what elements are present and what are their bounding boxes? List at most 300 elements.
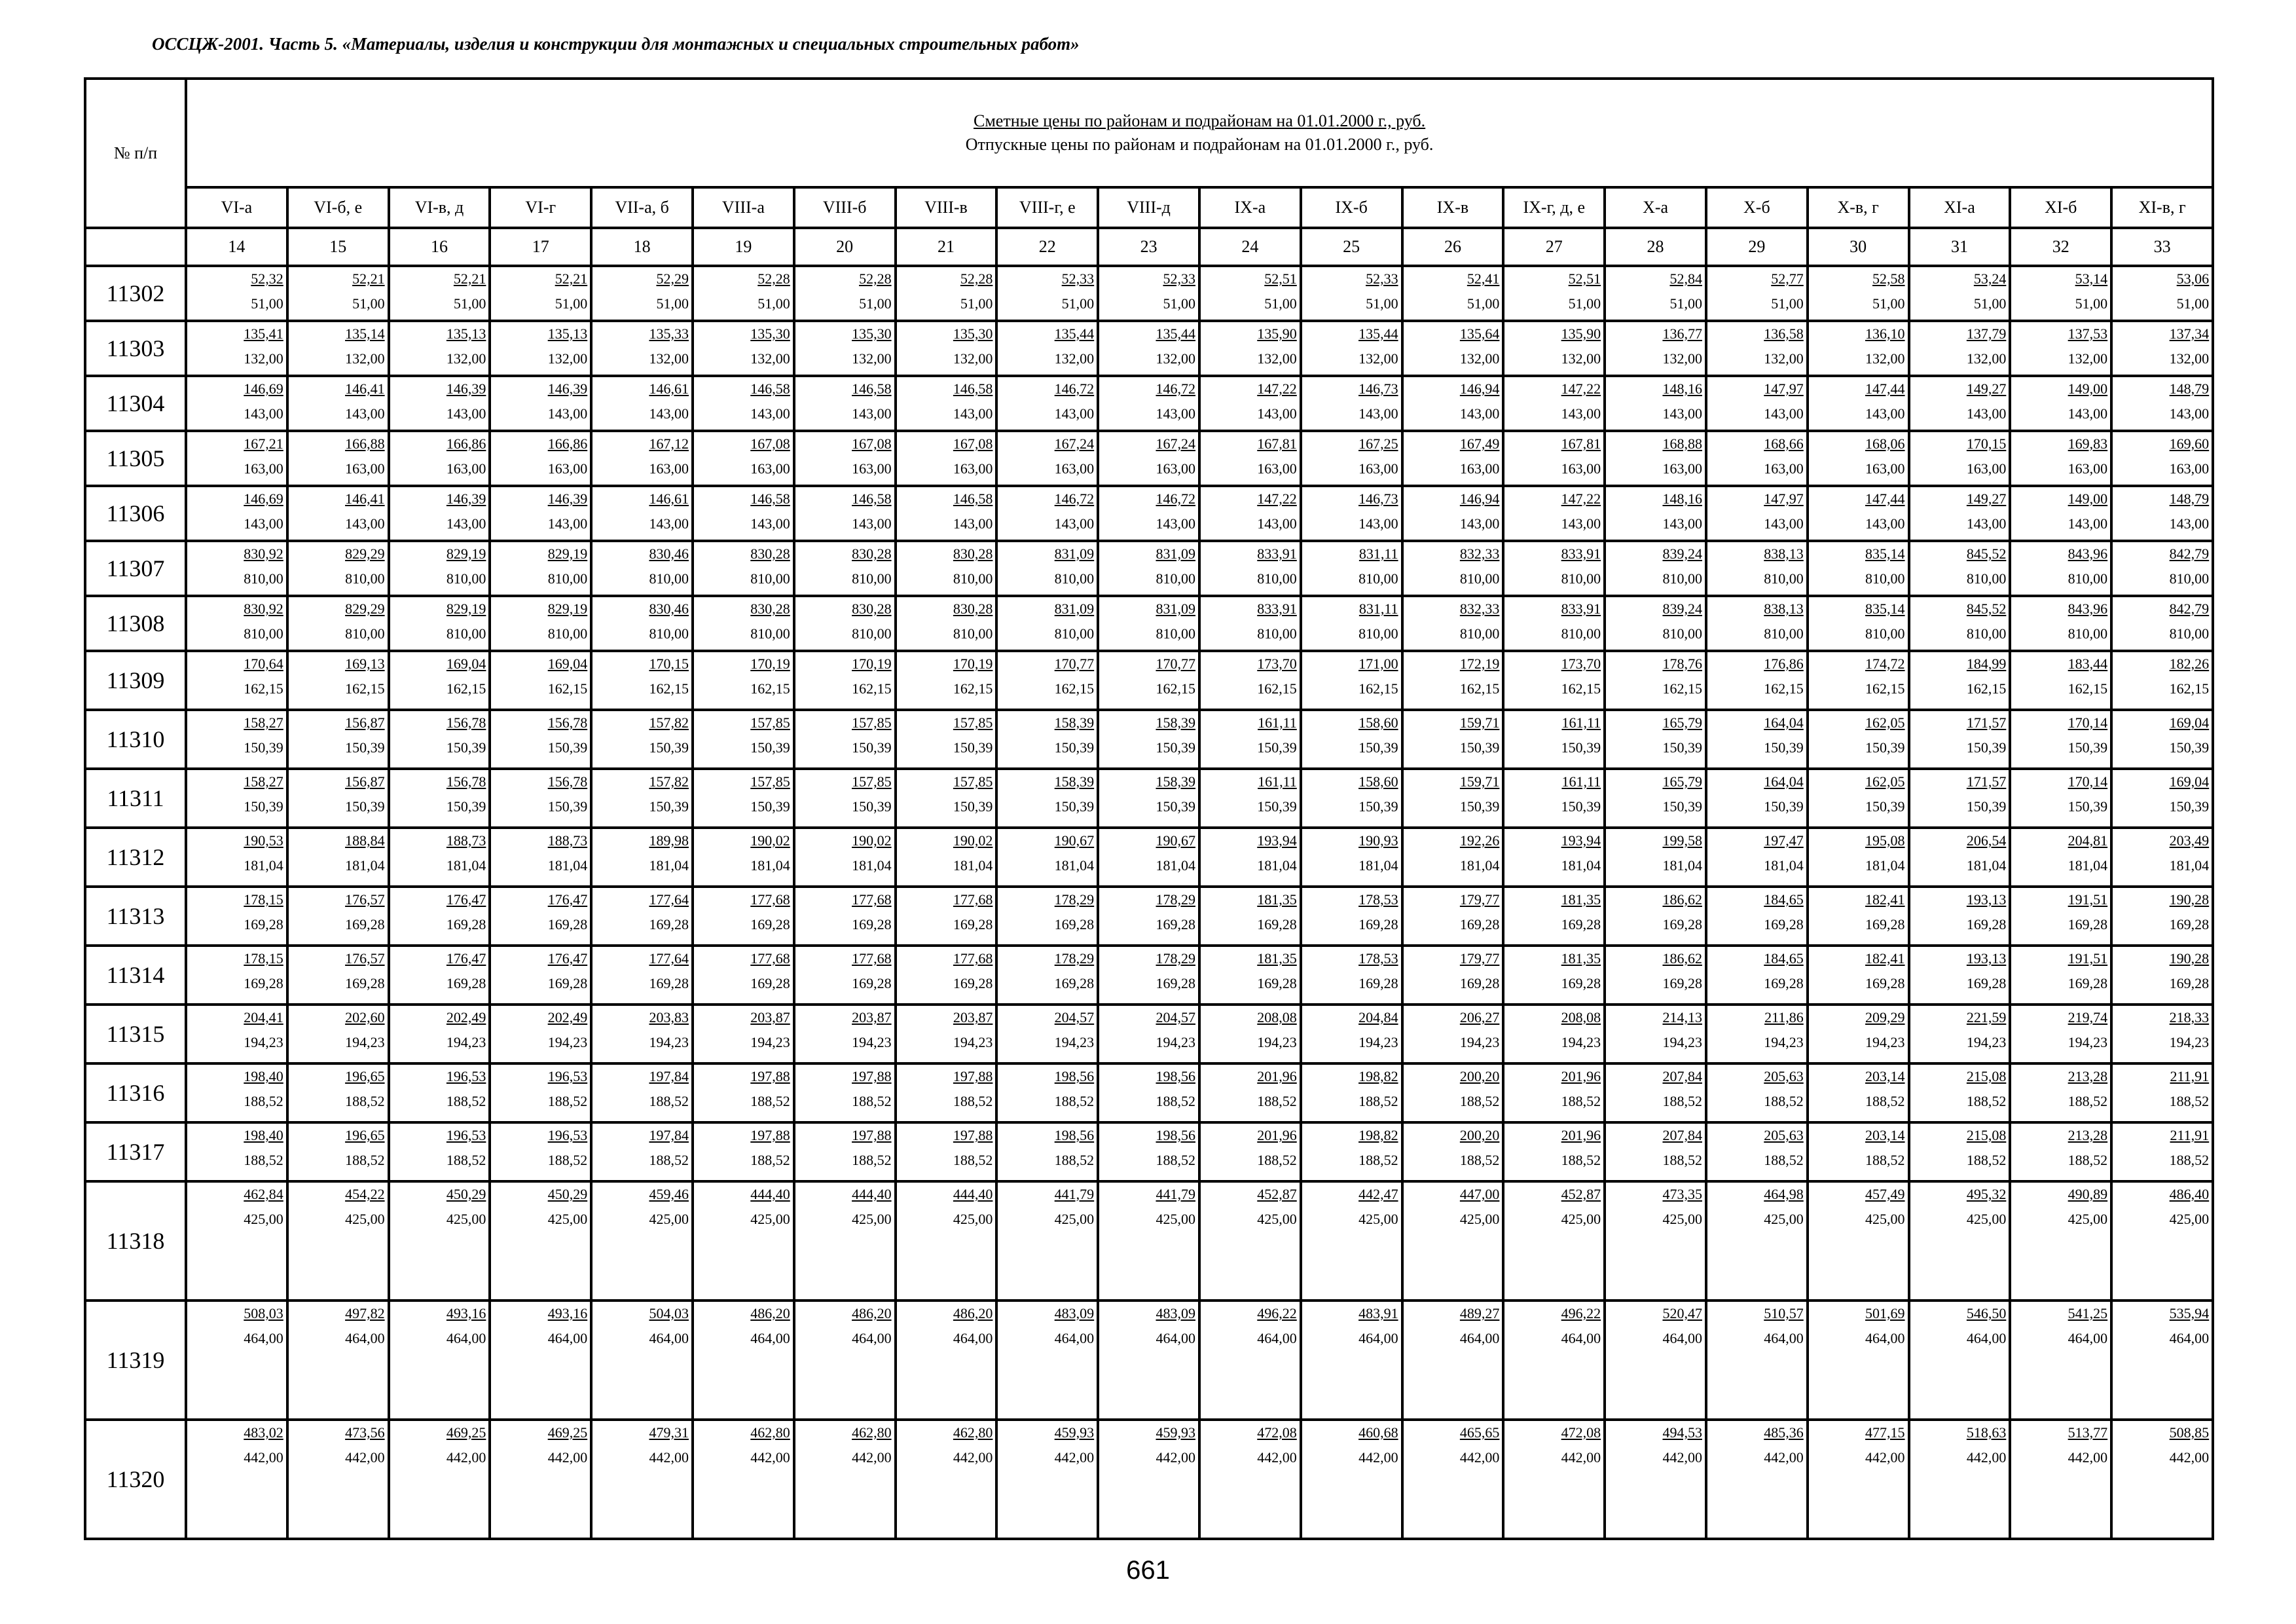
price-cell	[1808, 1005, 1909, 1063]
release-price: 150,39	[446, 739, 486, 756]
release-price: 181,04	[1662, 857, 1702, 874]
estimated-price: 146,41	[345, 490, 385, 507]
price-cell	[1402, 596, 1504, 651]
price-cell	[1706, 651, 1808, 710]
price-cell	[996, 596, 1098, 651]
release-price: 810,00	[1358, 570, 1398, 587]
release-price: 425,00	[649, 1211, 689, 1227]
price-cell	[1605, 651, 1706, 710]
estimated-price: 207,84	[1662, 1068, 1702, 1084]
release-price: 169,28	[1764, 916, 1804, 932]
estimated-price: 496,22	[1257, 1305, 1297, 1321]
price-cell	[996, 486, 1098, 541]
price-cell	[2010, 431, 2111, 486]
estimated-price: 205,63	[1764, 1127, 1804, 1143]
estimated-price: 219,74	[2068, 1009, 2108, 1025]
estimated-price: 53,24	[1973, 270, 2007, 287]
release-price: 143,00	[345, 515, 385, 532]
release-price: 188,52	[1257, 1152, 1297, 1168]
release-price: 188,52	[2068, 1093, 2108, 1109]
price-cell	[389, 769, 490, 828]
estimated-price: 197,88	[750, 1068, 790, 1084]
price-cell	[1503, 541, 1605, 596]
item-code: 11310	[85, 710, 186, 769]
estimated-price: 211,91	[2170, 1068, 2210, 1084]
region-header: XI-б	[2010, 187, 2111, 228]
estimated-price: 513,77	[2068, 1424, 2108, 1441]
price-cell	[2010, 946, 2111, 1005]
release-price: 169,28	[2169, 916, 2210, 932]
estimated-price: 198,56	[1054, 1068, 1095, 1084]
release-price: 143,00	[750, 515, 790, 532]
release-price: 464,00	[1257, 1330, 1297, 1346]
release-price: 163,00	[2169, 460, 2210, 477]
estimated-prices-caption: Сметные цены по районам и подрайонам на 01.01.2000 г., руб.	[974, 111, 1426, 130]
release-price: 442,00	[1865, 1449, 1905, 1466]
price-cell	[1098, 828, 1199, 887]
estimated-price: 183,44	[2068, 655, 2108, 672]
price-cell	[1301, 828, 1402, 887]
estimated-price: 447,00	[1459, 1186, 1500, 1202]
estimated-price: 190,67	[1156, 832, 1195, 849]
estimated-price: 188,84	[345, 832, 385, 849]
price-cell	[287, 486, 389, 541]
price-cell	[1706, 486, 1808, 541]
price-cell	[490, 596, 591, 651]
release-price: 169,28	[547, 916, 588, 932]
release-price: 150,39	[953, 798, 993, 815]
release-price: 810,00	[852, 625, 892, 642]
price-cell	[693, 1122, 794, 1181]
release-price: 188,52	[852, 1152, 892, 1168]
item-code: 11308	[85, 596, 186, 651]
header-row-title	[85, 79, 2213, 187]
release-price: 810,00	[1459, 625, 1500, 642]
release-price: 188,52	[446, 1152, 486, 1168]
release-price: 169,28	[547, 975, 588, 991]
estimated-price: 457,49	[1865, 1186, 1905, 1202]
release-price: 163,00	[649, 460, 689, 477]
estimated-price: 181,35	[1257, 950, 1297, 967]
price-cell	[1199, 769, 1301, 828]
release-price: 194,23	[244, 1034, 283, 1050]
release-price: 150,39	[345, 739, 385, 756]
item-code: 11307	[85, 541, 186, 596]
price-cell	[2111, 1122, 2213, 1181]
estimated-price: 146,72	[1054, 490, 1095, 507]
price-cell	[1301, 321, 1402, 376]
price-cell	[1503, 651, 1605, 710]
price-cell	[287, 321, 389, 376]
estimated-price: 444,40	[750, 1186, 790, 1202]
price-cell	[1503, 376, 1605, 431]
estimated-price: 182,26	[2169, 655, 2210, 672]
estimated-price: 459,46	[649, 1186, 689, 1202]
estimated-price: 830,28	[852, 600, 892, 617]
release-price: 150,39	[1257, 798, 1297, 815]
price-cell	[1605, 1181, 1706, 1301]
price-cell	[693, 828, 794, 887]
release-price: 150,39	[649, 798, 689, 815]
release-price: 143,00	[547, 515, 588, 532]
price-cell	[287, 1301, 389, 1420]
estimated-price: 477,15	[1865, 1424, 1905, 1441]
estimated-price: 483,09	[1054, 1305, 1095, 1321]
estimated-price: 833,91	[1561, 545, 1601, 562]
price-cell	[2111, 887, 2213, 946]
price-cell	[1199, 486, 1301, 541]
estimated-price: 201,96	[1257, 1127, 1297, 1143]
estimated-price: 202,49	[446, 1009, 486, 1025]
price-cell	[1706, 541, 1808, 596]
estimated-price: 830,46	[649, 545, 689, 562]
price-cell	[186, 887, 287, 946]
release-price: 425,00	[1459, 1211, 1500, 1227]
release-price: 132,00	[1257, 350, 1297, 367]
estimated-price: 168,88	[1662, 435, 1702, 452]
release-price: 442,00	[446, 1449, 486, 1466]
price-cell	[2111, 541, 2213, 596]
price-cell	[1301, 769, 1402, 828]
estimated-price: 148,16	[1662, 490, 1702, 507]
estimated-price: 135,13	[446, 325, 486, 342]
item-code: 11305	[85, 431, 186, 486]
price-cell	[996, 887, 1098, 946]
release-price: 442,00	[2068, 1449, 2108, 1466]
estimated-price: 546,50	[1966, 1305, 2007, 1321]
estimated-price: 135,30	[953, 325, 993, 342]
estimated-price: 200,20	[1459, 1068, 1500, 1084]
release-price: 194,23	[1459, 1034, 1500, 1050]
estimated-price: 157,82	[649, 714, 689, 731]
release-price: 810,00	[1054, 570, 1095, 587]
release-price: 464,00	[345, 1330, 385, 1346]
estimated-price: 177,64	[649, 950, 689, 967]
price-cell	[1098, 266, 1199, 321]
price-cell	[490, 1301, 591, 1420]
estimated-price: 170,19	[750, 655, 790, 672]
estimated-price: 198,56	[1156, 1127, 1195, 1143]
release-price: 810,00	[649, 625, 689, 642]
release-price: 425,00	[1257, 1211, 1297, 1227]
item-code: 11320	[85, 1420, 186, 1539]
estimated-price: 504,03	[649, 1305, 689, 1321]
release-price: 150,39	[2068, 798, 2108, 815]
price-cell	[1199, 828, 1301, 887]
estimated-price: 169,04	[446, 655, 486, 672]
release-price: 169,28	[1257, 975, 1297, 991]
price-cell	[389, 596, 490, 651]
release-price: 810,00	[1966, 625, 2007, 642]
price-cell	[186, 946, 287, 1005]
estimated-price: 136,58	[1764, 325, 1804, 342]
estimated-price: 486,20	[953, 1305, 993, 1321]
price-cell	[389, 946, 490, 1005]
table-row	[85, 266, 2213, 321]
price-cell	[591, 1122, 693, 1181]
release-price: 188,52	[1561, 1152, 1601, 1168]
release-price: 194,23	[1257, 1034, 1297, 1050]
price-cell	[1909, 769, 2011, 828]
price-cell	[1909, 651, 2011, 710]
price-cell	[1808, 376, 1909, 431]
release-price: 425,00	[1764, 1211, 1804, 1227]
column-number: 14	[186, 228, 287, 266]
estimated-price: 469,25	[547, 1424, 588, 1441]
estimated-price: 198,82	[1358, 1127, 1398, 1143]
release-price: 51,00	[859, 295, 892, 312]
price-cell	[1098, 376, 1199, 431]
release-price: 188,52	[1966, 1152, 2007, 1168]
price-cell	[1909, 1181, 2011, 1301]
estimated-price: 483,02	[244, 1424, 283, 1441]
estimated-price: 832,33	[1459, 600, 1500, 617]
price-cell	[1909, 376, 2011, 431]
release-price: 188,52	[547, 1093, 588, 1109]
estimated-price: 203,49	[2169, 832, 2210, 849]
estimated-price: 831,09	[1054, 600, 1095, 617]
estimated-price: 181,35	[1257, 891, 1297, 908]
estimated-price: 161,11	[1561, 714, 1601, 731]
price-cell	[996, 769, 1098, 828]
price-cell	[1605, 1122, 1706, 1181]
estimated-price: 831,09	[1156, 600, 1195, 617]
estimated-price: 193,94	[1257, 832, 1297, 849]
estimated-price: 178,15	[244, 950, 283, 967]
price-cell	[1503, 946, 1605, 1005]
estimated-price: 191,51	[2068, 950, 2108, 967]
estimated-price: 510,57	[1764, 1305, 1804, 1321]
table-row	[85, 1181, 2213, 1301]
region-header: IX-в	[1402, 187, 1504, 228]
release-price: 143,00	[1054, 515, 1095, 532]
estimated-price: 135,44	[1358, 325, 1398, 342]
estimated-price: 176,57	[345, 891, 385, 908]
price-cell	[794, 1301, 896, 1420]
price-cell	[1503, 321, 1605, 376]
table-row	[85, 1122, 2213, 1181]
estimated-price: 842,79	[2169, 545, 2210, 562]
release-price: 163,00	[750, 460, 790, 477]
release-price: 150,39	[852, 798, 892, 815]
release-price: 442,00	[547, 1449, 588, 1466]
release-price: 194,23	[750, 1034, 790, 1050]
price-cell	[186, 1005, 287, 1063]
release-price: 132,00	[1764, 350, 1804, 367]
estimated-price: 162,05	[1865, 773, 1905, 790]
estimated-price: 52,33	[1366, 270, 1398, 287]
estimated-price: 178,15	[244, 891, 283, 908]
release-price: 181,04	[1865, 857, 1905, 874]
price-cell	[186, 769, 287, 828]
release-price: 169,28	[1257, 916, 1297, 932]
estimated-price: 157,85	[750, 773, 790, 790]
region-header: IX-г, д, е	[1503, 187, 1605, 228]
price-cell	[693, 651, 794, 710]
estimated-price: 196,53	[446, 1127, 486, 1143]
release-price: 143,00	[1459, 515, 1500, 532]
estimated-price: 842,79	[2169, 600, 2210, 617]
estimated-price: 147,22	[1561, 380, 1601, 397]
price-cell	[1301, 710, 1402, 769]
price-cell	[2111, 1005, 2213, 1063]
price-cell	[2010, 596, 2111, 651]
price-cell	[693, 1420, 794, 1539]
price-cell	[591, 266, 693, 321]
estimated-price: 178,29	[1156, 891, 1195, 908]
price-cell	[1402, 1181, 1504, 1301]
release-price: 143,00	[649, 405, 689, 422]
release-price: 810,00	[1257, 625, 1297, 642]
table-row	[85, 431, 2213, 486]
release-price: 51,00	[1568, 295, 1601, 312]
estimated-price: 462,84	[244, 1186, 283, 1202]
price-cell	[591, 541, 693, 596]
release-price: 194,23	[1662, 1034, 1702, 1050]
price-cell	[2010, 887, 2111, 946]
price-cell	[490, 651, 591, 710]
estimated-price: 206,27	[1459, 1009, 1500, 1025]
estimated-price: 830,28	[953, 545, 993, 562]
release-price: 810,00	[750, 625, 790, 642]
release-price: 150,39	[852, 739, 892, 756]
estimated-price: 135,90	[1257, 325, 1297, 342]
estimated-price: 205,63	[1764, 1068, 1804, 1084]
release-price: 150,39	[953, 739, 993, 756]
estimated-price: 444,40	[953, 1186, 993, 1202]
price-cell	[1402, 266, 1504, 321]
price-cell	[2111, 946, 2213, 1005]
region-header: XI-в, г	[2111, 187, 2213, 228]
price-cell	[591, 596, 693, 651]
price-cell	[1199, 1420, 1301, 1539]
price-cell	[389, 1005, 490, 1063]
price-cell	[1199, 710, 1301, 769]
release-price: 150,39	[1966, 798, 2007, 815]
price-cell	[2010, 769, 2111, 828]
release-price: 163,00	[345, 460, 385, 477]
release-price: 169,28	[852, 975, 892, 991]
estimated-price: 167,21	[244, 435, 283, 452]
estimated-price: 135,30	[750, 325, 790, 342]
column-number: 28	[1605, 228, 1706, 266]
release-price: 169,28	[1865, 916, 1905, 932]
estimated-price: 146,39	[547, 490, 588, 507]
price-cell	[287, 828, 389, 887]
price-cell	[389, 1063, 490, 1122]
price-cell	[693, 321, 794, 376]
price-cell	[490, 887, 591, 946]
estimated-price: 188,73	[547, 832, 588, 849]
estimated-price: 190,02	[852, 832, 892, 849]
price-cell	[186, 1181, 287, 1301]
estimated-price: 147,44	[1865, 490, 1905, 507]
release-price: 150,39	[1966, 739, 2007, 756]
column-number: 33	[2111, 228, 2213, 266]
estimated-price: 159,71	[1459, 773, 1500, 790]
item-code: 11313	[85, 887, 186, 946]
estimated-price: 177,68	[750, 950, 790, 967]
release-price: 51,00	[352, 295, 385, 312]
estimated-price: 52,21	[453, 270, 486, 287]
estimated-price: 441,79	[1054, 1186, 1095, 1202]
price-cell	[794, 651, 896, 710]
price-cell	[1706, 1181, 1808, 1301]
estimated-price: 190,28	[2169, 891, 2210, 908]
price-cell	[1909, 321, 2011, 376]
estimated-price: 198,82	[1358, 1068, 1398, 1084]
release-price: 150,39	[1257, 739, 1297, 756]
price-cell	[2010, 651, 2111, 710]
estimated-price: 178,76	[1662, 655, 1702, 672]
estimated-price: 218,33	[2169, 1009, 2210, 1025]
price-cell	[1706, 1420, 1808, 1539]
price-cell	[693, 486, 794, 541]
release-price: 143,00	[1561, 515, 1601, 532]
release-price: 188,52	[1764, 1093, 1804, 1109]
release-price: 169,28	[446, 975, 486, 991]
estimated-price: 831,11	[1358, 600, 1398, 617]
price-cell	[490, 1063, 591, 1122]
price-cell	[490, 266, 591, 321]
price-cell	[794, 431, 896, 486]
release-price: 150,39	[244, 798, 283, 815]
estimated-price: 493,16	[547, 1305, 588, 1321]
price-cell	[996, 1063, 1098, 1122]
price-cell	[1909, 541, 2011, 596]
release-price: 425,00	[2068, 1211, 2108, 1227]
release-price: 425,00	[1561, 1211, 1601, 1227]
price-cell	[1503, 596, 1605, 651]
release-price: 51,00	[1061, 295, 1095, 312]
estimated-price: 170,14	[2068, 773, 2108, 790]
estimated-price: 147,22	[1257, 490, 1297, 507]
price-cell	[1808, 887, 1909, 946]
release-price: 810,00	[1156, 570, 1195, 587]
price-cell	[1199, 376, 1301, 431]
estimated-price: 204,57	[1156, 1009, 1195, 1025]
estimated-price: 197,84	[649, 1127, 689, 1143]
item-code: 11314	[85, 946, 186, 1005]
price-cell	[1199, 596, 1301, 651]
estimated-price: 167,24	[1054, 435, 1095, 452]
release-price: 163,00	[1662, 460, 1702, 477]
release-price: 442,00	[1358, 1449, 1398, 1466]
estimated-price: 829,19	[547, 545, 588, 562]
estimated-price: 170,77	[1054, 655, 1095, 672]
release-price: 162,15	[1358, 680, 1398, 697]
estimated-price: 171,57	[1966, 714, 2007, 731]
release-price: 464,00	[852, 1330, 892, 1346]
estimated-price: 203,87	[750, 1009, 790, 1025]
estimated-price: 454,22	[345, 1186, 385, 1202]
release-price: 163,00	[1257, 460, 1297, 477]
price-cell	[2111, 1181, 2213, 1301]
price-cell	[1503, 266, 1605, 321]
price-cell	[389, 266, 490, 321]
estimated-price: 169,04	[2169, 773, 2210, 790]
price-cell	[1199, 651, 1301, 710]
item-code: 11315	[85, 1005, 186, 1063]
estimated-price: 489,27	[1459, 1305, 1500, 1321]
release-price: 163,00	[244, 460, 283, 477]
price-cell	[591, 710, 693, 769]
region-header: Х-а	[1605, 187, 1706, 228]
estimated-price: 186,62	[1662, 950, 1702, 967]
release-price: 51,00	[1973, 295, 2007, 312]
estimated-price: 135,90	[1561, 325, 1601, 342]
release-price: 810,00	[1662, 625, 1702, 642]
